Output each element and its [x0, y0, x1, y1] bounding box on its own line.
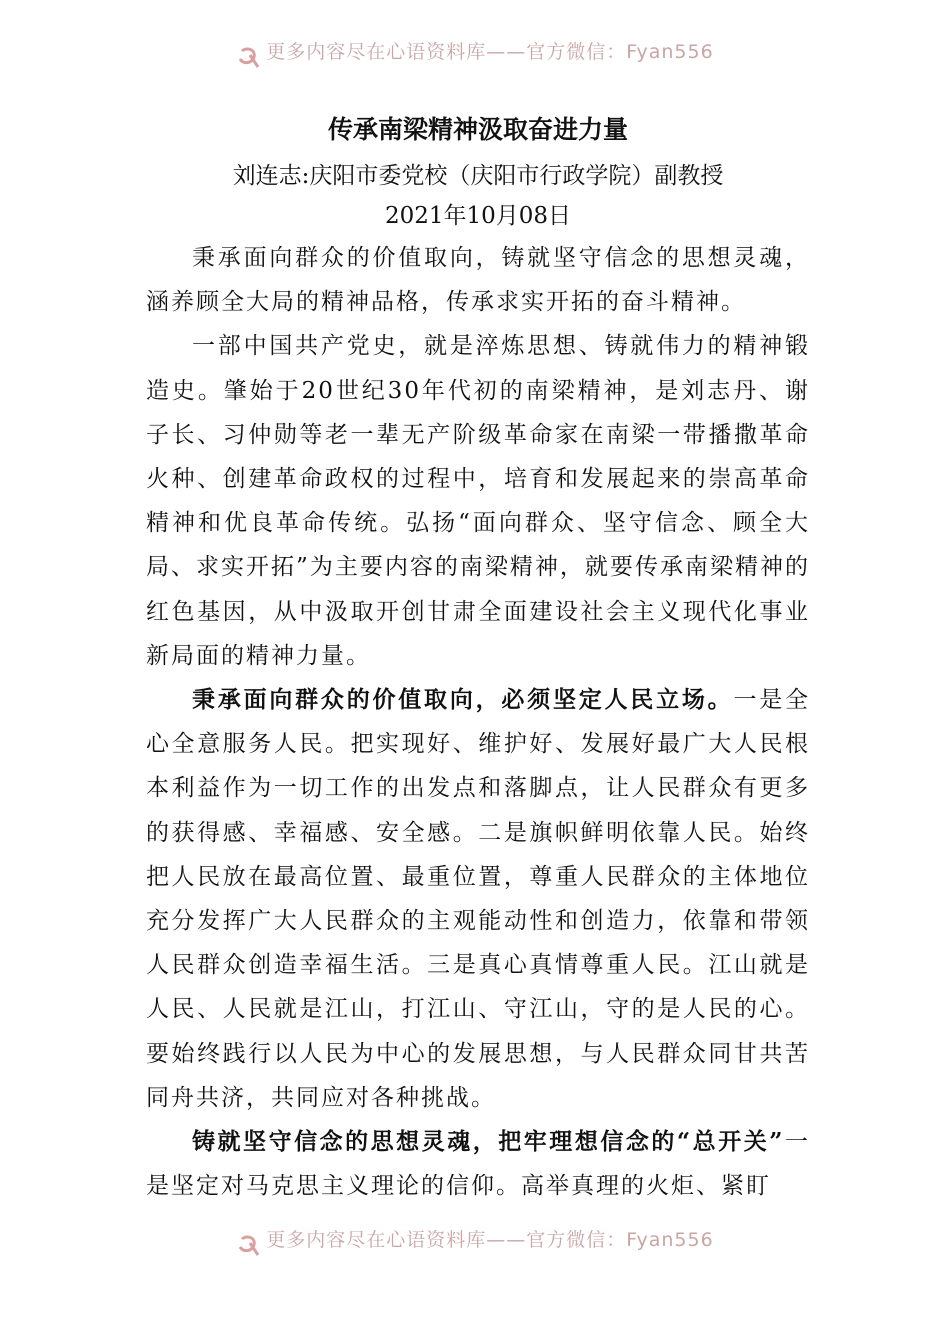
document-body: [146, 112, 810, 1208]
watermark-footer: [0, 1226, 950, 1266]
paragraph-lead: 秉承面向群众的价值取向，必须坚定人民立场。: [192, 686, 734, 714]
paragraph-intro: [146, 236, 810, 324]
paragraph-text: 一是坚定对马克思主义理论的信仰。高举真理的火炬、紧盯: [146, 1129, 810, 1200]
article-title: 传承南梁精神汲取奋进力量: [327, 115, 628, 144]
watermark-header: [0, 38, 950, 78]
watermark-text: 更多内容尽在心语资料库——官方微信：Fyan556: [266, 40, 714, 63]
watermark-text: 更多内容尽在心语资料库——官方微信：Fyan556: [266, 1228, 714, 1251]
paragraph-text: 秉承面向群众的价值取向，铸就坚守信念的思想灵魂，涵养顾全大局的精神品格，传承求实开拓的奋斗精神。: [146, 245, 810, 316]
paragraph-lead: 铸就坚守信念的思想灵魂，把牢理想信念的“总开关”: [192, 1128, 785, 1156]
publish-date: 2021年10月08日: [384, 203, 572, 229]
paragraph-text: 一是全心全意服务人民。把实现好、维护好、发展好最广大人民根本利益作为一切工作的出发点和落脚点，让人民群众有更多的获得感、幸福感、安全感。二是旗帜鲜明依靠人民。始终把人民放在最高位置、最重位置，尊重人民群众的主体地位充分发挥广大人民群众的主观能动性和创造力，依靠和带领人民群众创造幸福生活。三是真心真情尊重人民。江山就是人民、人民就是江山，打江山、守江山，守的是人民的心。要始终践行以人民为中心的发展思想，与人民群众同甘共苦同舟共济，共同应对各种挑战。: [146, 687, 811, 1111]
paragraph-text: 一部中国共产党史，就是淬炼思想、铸就伟力的精神锻造史。肇始于20世纪30年代初的南梁精神，是刘志丹、谢子长、习仲勋等老一辈无产阶级革命家在南梁一带播撒革命火种、创建革命政权的过程中，培育和发展起来的崇高革命精神和优良革命传统。弘扬“面向群众、坚守信念、顾全大局、求实开拓”为主要内容的南梁精神，就要传承南梁精神的红色基因，从中汲取开创甘肃全面建设社会主义现代化事业新局面的精神力量。: [146, 333, 810, 669]
paragraph-people: [146, 678, 810, 1120]
paragraph-history: [146, 324, 810, 678]
author-line: 刘连志:庆阳市委党校（庆阳市行政学院）副教授: [232, 163, 724, 189]
logo-icon: [236, 1233, 262, 1259]
paragraph-belief: [146, 1120, 810, 1208]
logo-icon: [236, 45, 262, 71]
